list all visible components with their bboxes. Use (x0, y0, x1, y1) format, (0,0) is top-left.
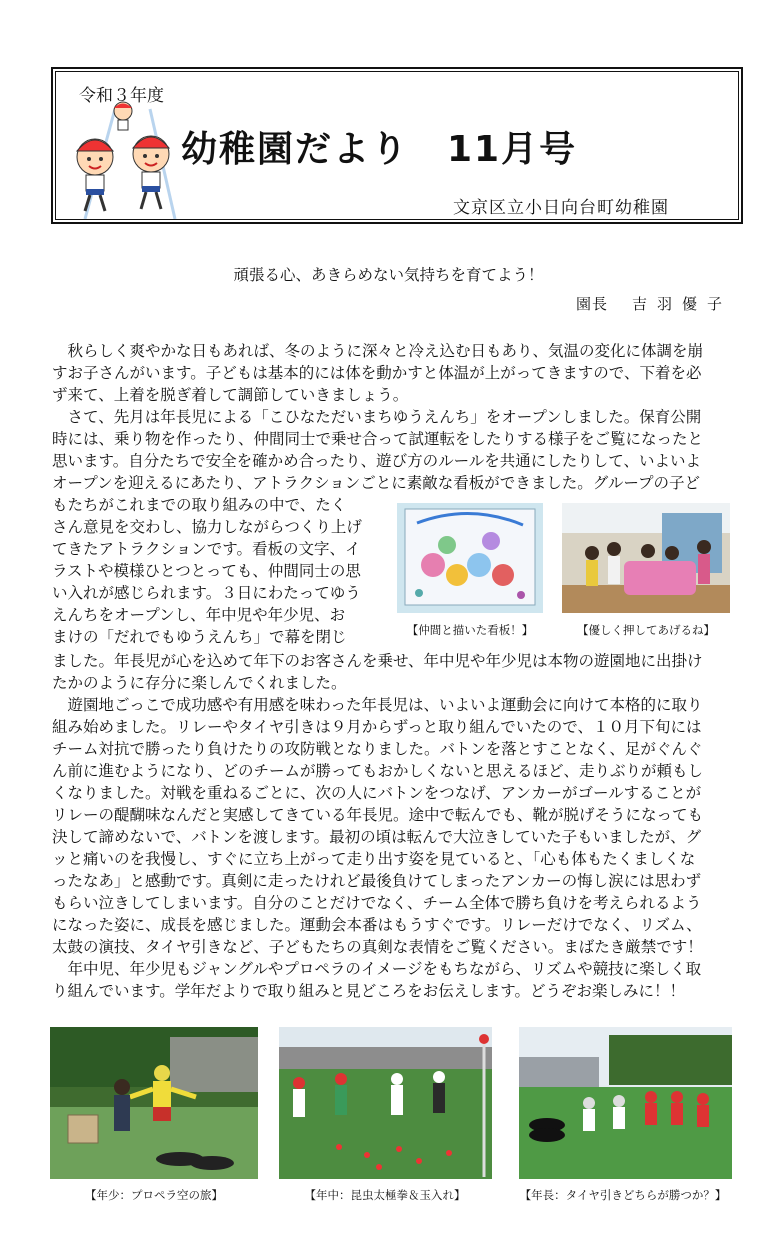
caption-nensho: 【年少：プロペラ空の旅】 (85, 1188, 223, 1202)
body-line: てきたアトラクションです。看板の文字、イ (52, 540, 361, 558)
body-line: えんちをオープンし、年中児や年少児、お (52, 606, 346, 624)
body-line: ッと痛いのを我慢し、すぐに立ち上がって走り出す姿を見ていると、「心も体もたくましくな (52, 850, 696, 868)
body-line: ったなあ」と感動です。真剣に走ったけれど最後負けてしまったアンカーの悔し涙には思わず (52, 872, 702, 890)
newsletter-header (51, 67, 743, 224)
principal-role: 園長 (575, 295, 608, 313)
body-line: になった姿に、成長を感じました。運動会本番はもうすぐです。リレーだけでなく、リズム、 (52, 916, 702, 934)
principal-signature (576, 293, 732, 314)
caption-nenchu: 【年中：昆虫太極拳＆玉入れ】 (304, 1188, 466, 1202)
school-name: 文京区立小日向台町幼稚園 (453, 198, 669, 218)
body-line: 秋らしく爽やかな日もあれば、冬のように深々と冷え込む日もあり、気温の変化に体調を崩 (52, 342, 704, 360)
body-line: くなりました。対戦を重ねるごとに、次の人にバトンをつなげ、アンカーがゴールすることが (52, 784, 702, 802)
body-line: チーム対抗で勝ったり負けたりの攻防戦となりました。バトンを落とすことなく、足がぐんぐ (52, 740, 703, 758)
body-line: ず来て、上着を脱ぎ着して調節していきましょう。 (52, 386, 409, 404)
running-kids-illustration (65, 99, 195, 221)
photo-pushing-cart (562, 503, 730, 613)
body-line: たかのように存分に楽しんでくれました。 (52, 674, 347, 692)
body-line: 年中児、年少児もジャングルやプロペラのイメージをもちながら、リズムや競技に楽しく取 (52, 960, 702, 978)
photo-nenchu-insect (279, 1027, 492, 1179)
body-line: さて、先月は年長児による「こひなただいまちゆうえんち」をオープンしました。保育公開 (52, 408, 702, 426)
body-line: すお子さんがいます。子どもは基本的には体を動かすと体温が上がってきますので、下着を必 (52, 364, 702, 382)
body-line: り組んでいます。学年だよりで取り組みと見どころをお伝えします。どうぞお楽しみに！！ (52, 982, 686, 1000)
caption-signboard: 【仲間と描いた看板！】 (406, 623, 534, 637)
body-line: 組み始めました。リレーやタイヤ引きは９月からずっと取り組んでいたので、１０月下旬には (52, 718, 702, 736)
body-line: 遊園地ごっこで成功感や有用感を味わった年長児は、いよいよ運動会に向けて本格的に取り (52, 696, 703, 714)
body-line: い入れが感じられます。３日にわたってゆう (52, 584, 361, 602)
body-line: ん前に進むようになり、どのチームが勝ってもおかしくないと思えるほど、走りぶりが頼もし (52, 762, 704, 780)
body-line: リレーの醍醐味なんだと実感してきている年長児。途中で転んでも、靴が脱げそうになっても (52, 806, 704, 824)
body-line: 思います。自分たちで安全を確かめ合ったり、遊び方のルールを共通にしたりして、いよいよ (52, 452, 701, 470)
body-line: ラストや模様ひとつとっても、仲間同士の思 (52, 562, 361, 580)
body-line: もたちがこれまでの取り組みの中で、たく (52, 496, 347, 514)
body-line: オープンを迎えるにあたり、アトラクションごとに素敵な看板ができました。グループの子ど (52, 474, 701, 492)
body-line: もらい泣きしてしまいます。自分のことだけでなく、チーム全体で勝ち負けを考えられるよう (52, 894, 702, 912)
headline: 頑張る心、あきらめない気持ちを育てよう！ (233, 266, 544, 284)
body-line: 時には、乗り物を作ったり、仲間同士で乗せ合って試運転をしたりする様子をご覧になったと (52, 430, 704, 448)
body-line: さん意見を交わし、協力しながらつくり上げ (52, 518, 362, 536)
body-line: ました。年長児が心を込めて年下のお客さんを乗せ、年中児や年少児は本物の遊園地に出掛け (52, 652, 703, 670)
photo-nencho-tire-pull (519, 1027, 732, 1179)
caption-nencho: 【年長：タイヤ引きどちらが勝つか？】 (519, 1188, 727, 1202)
photo-nensho-propeller (50, 1027, 258, 1179)
newsletter-title: 幼稚園だより 11月号 (181, 129, 578, 170)
body-line: まけの「だれでもゆうえんち」で幕を閉じ (52, 628, 347, 646)
caption-pushing-cart: 【優しく押してあげるね】 (577, 623, 715, 637)
body-line: 決して諦めないで、バトンを渡します。最初の頃は転んで大泣きしていた子もいましたが、グ (52, 828, 702, 846)
photo-signboard (397, 503, 543, 613)
body-line: 太鼓の演技、タイヤ引きなど、子どもたちの真剣な表情をご覧ください。まばたき厳禁です！ (52, 938, 703, 956)
fiscal-year: 令和３年度 (79, 86, 164, 106)
principal-name: 吉羽優子 (631, 295, 732, 313)
